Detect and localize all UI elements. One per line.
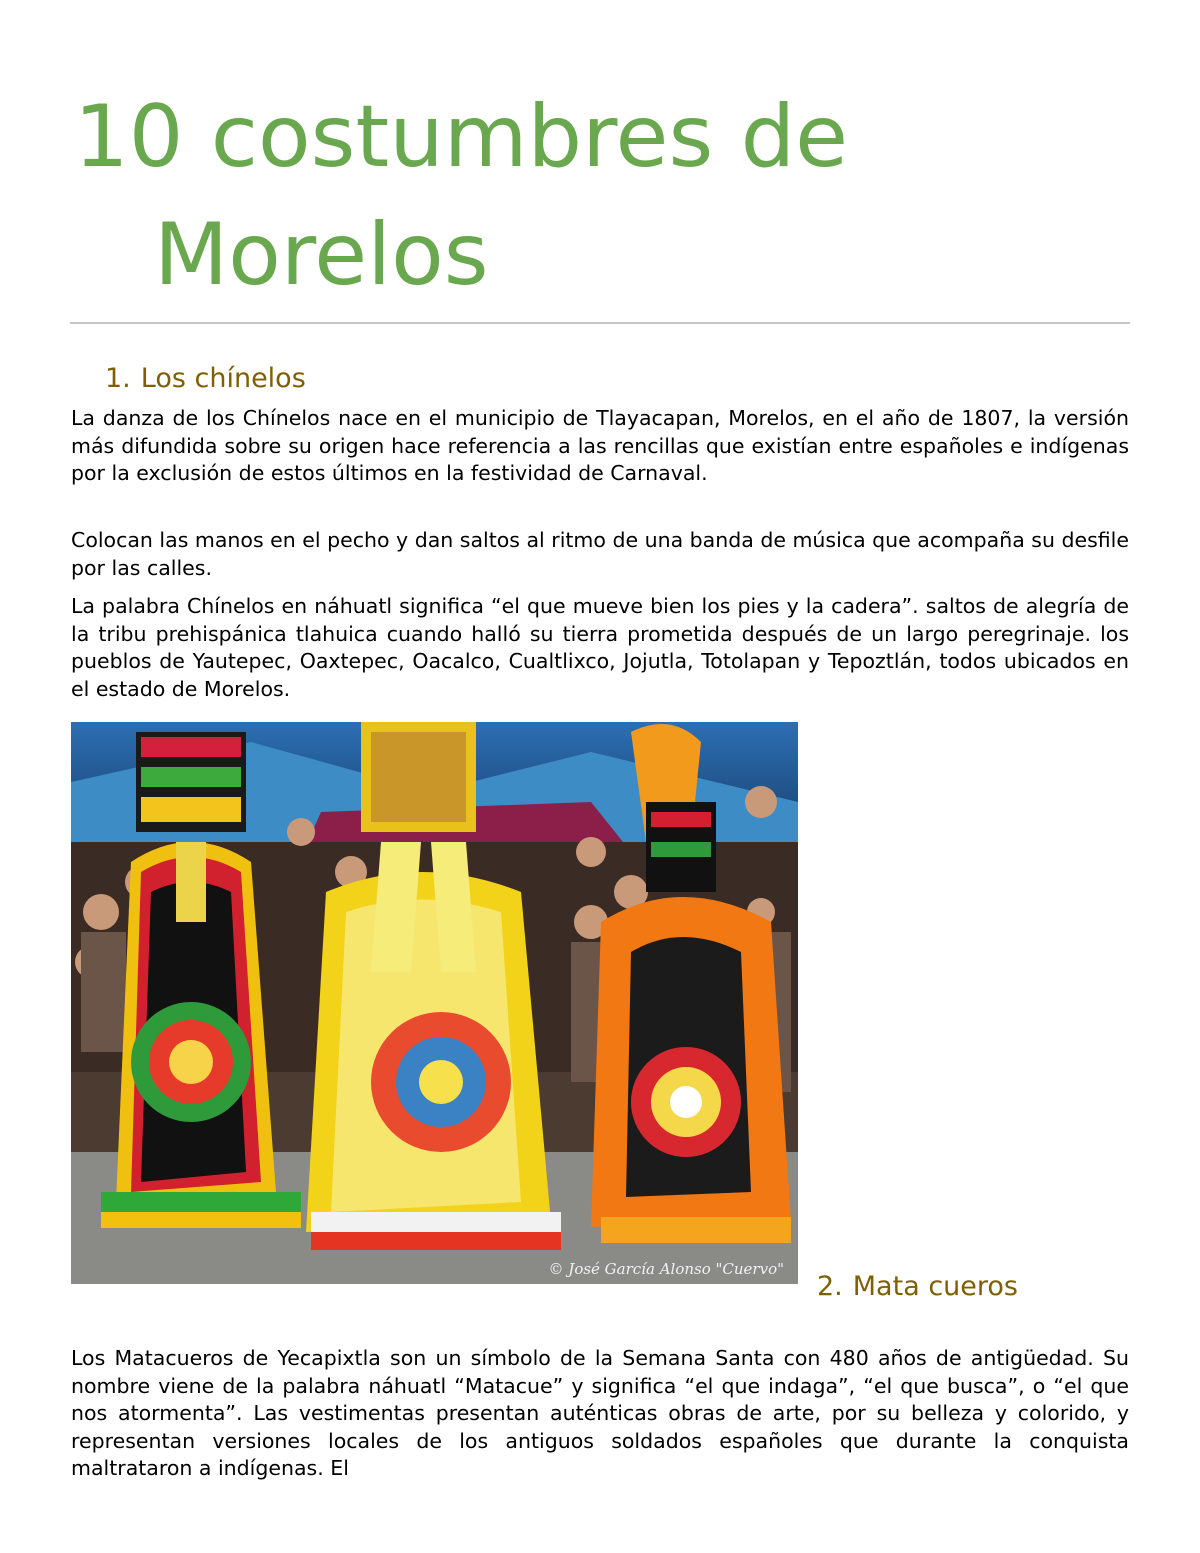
section-2-number: 2. — [817, 1271, 843, 1302]
chinelos-photo-illustration — [71, 722, 798, 1284]
title-line-1: 10 costumbres de — [74, 87, 849, 187]
section-1-number: 1. — [105, 363, 131, 394]
page-title — [74, 78, 848, 314]
title-line-2: Morelos — [154, 205, 489, 305]
section-2-heading — [817, 1270, 1018, 1304]
chinelos-photo — [71, 722, 798, 1284]
section-1-heading — [105, 362, 306, 396]
section-1-paragraph-1: La danza de los Chínelos nace en el municipio de Tlayacapan, Morelos, en el año de 1807, la versión más difundida sobre su origen hace referencia a las rencillas que existían entre españoles e indígenas por la exclusión de estos últimos en la festividad de Carnaval. — [71, 406, 1129, 485]
title-divider — [70, 322, 1130, 324]
section-2-paragraph: Los Matacueros de Yecapixtla son un símbolo de la Semana Santa con 480 años de antigüedad. Su nombre viene de la palabra náhuatl “Matacue” y significa “el que indaga”, “el que busca”, o “el que nos atormenta”. Las vestimentas presentan auténticas obras de arte, por su belleza y colorido, y representan versiones locales de los antiguos soldados españoles que durante la conquista maltrataron a indígenas. El — [71, 1346, 1129, 1480]
section-2-heading-text: Mata cueros — [852, 1271, 1018, 1302]
photo-credit: © José García Alonso "Cuervo" — [548, 1260, 784, 1278]
section-1-paragraph-2: Colocan las manos en el pecho y dan saltos al ritmo de una banda de música que acompaña su desfile por las calles. — [71, 528, 1129, 580]
section-1-heading-text: Los chínelos — [140, 363, 306, 394]
section-1-paragraph-3: La palabra Chínelos en náhuatl significa “el que mueve bien los pies y la cadera”. saltos de alegría de la tribu prehispánica tlahuica cuando halló su tierra prometida después de un largo peregrinaje. los pueblos de Yautepec, Oaxtepec, Oacalco, Cualtlixco, Jojutla, Totolapan y Tepoztlán, todos ubicados en el estado de Morelos. — [71, 594, 1129, 701]
